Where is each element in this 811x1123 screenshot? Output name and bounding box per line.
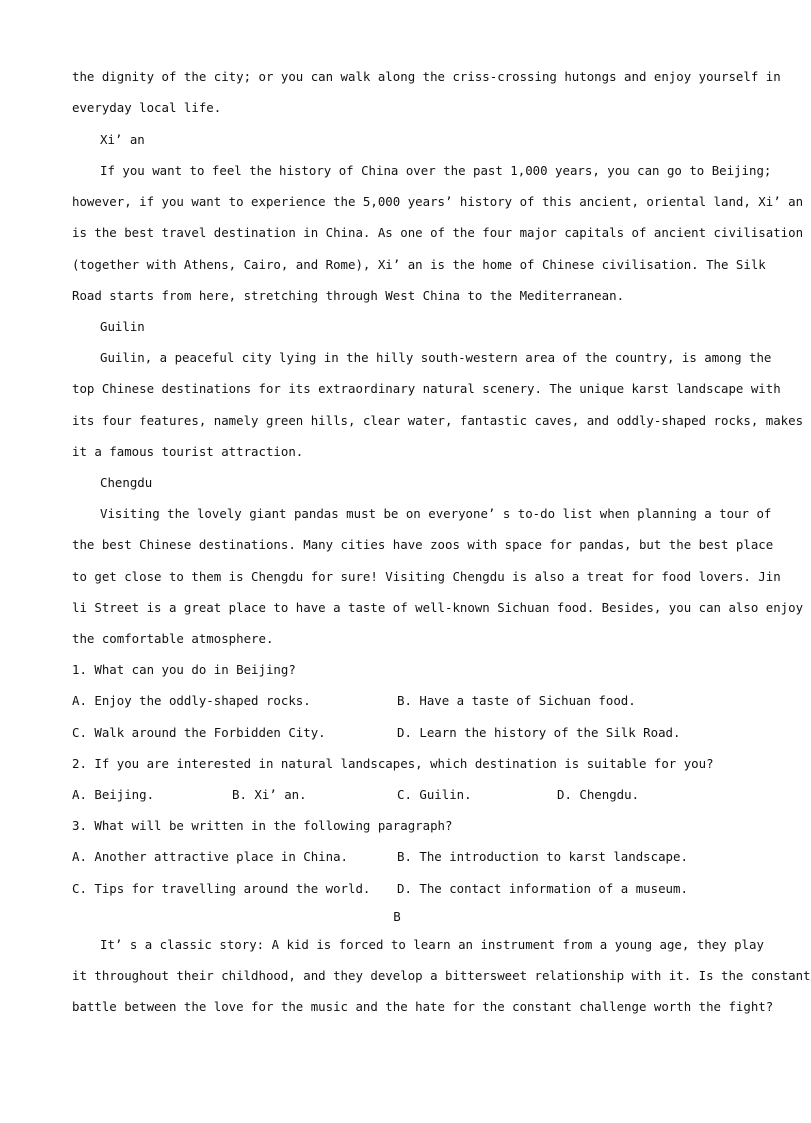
question-1-option-a[interactable]: A. Enjoy the oddly-shaped rocks. — [72, 693, 311, 708]
passage-b-line: it throughout their childhood, and they develop a bittersweet relationship with it. Is the constant — [72, 968, 811, 983]
passage-b-label: B — [393, 909, 401, 924]
passage-a-intro-line: the dignity of the city; or you can walk along the criss-crossing hutongs and enjoy yourself in — [72, 69, 781, 84]
passage-b-line: battle between the love for the music and the hate for the constant challenge worth the fight? — [72, 999, 774, 1014]
guilin-paragraph-line: it a famous tourist attraction. — [72, 444, 304, 459]
xian-paragraph-line: Road starts from here, stretching through West China to the Mediterranean. — [72, 288, 625, 303]
xian-paragraph-line: is the best travel destination in China. As one of the four major capitals of ancient civilisation — [72, 225, 804, 240]
question-2-option-d[interactable]: D. Chengdu. — [557, 787, 640, 802]
question-1-stem: 1. What can you do in Beijing? — [72, 662, 296, 677]
question-1-option-d[interactable]: D. Learn the history of the Silk Road. — [397, 725, 681, 740]
passage-a-intro-line: everyday local life. — [72, 100, 222, 115]
question-2-option-a[interactable]: A. Beijing. — [72, 787, 155, 802]
xian-paragraph-line: (together with Athens, Cairo, and Rome), Xi’ an is the home of Chinese civilisation. The Silk — [72, 257, 766, 272]
xian-paragraph-line: however, if you want to experience the 5,000 years’ history of this ancient, oriental land, Xi’ an — [72, 194, 804, 209]
question-1-option-b[interactable]: B. Have a taste of Sichuan food. — [397, 693, 636, 708]
chengdu-paragraph-line: Visiting the lovely giant pandas must be on everyone’ s to-do list when planning a tour of — [100, 506, 772, 521]
question-2-option-b[interactable]: B. Xi’ an. — [232, 787, 307, 802]
question-3-option-a[interactable]: A. Another attractive place in China. — [72, 849, 349, 864]
question-3-stem: 3. What will be written in the following paragraph? — [72, 818, 453, 833]
xian-paragraph-line: If you want to feel the history of China over the past 1,000 years, you can go to Beijing; — [100, 163, 772, 178]
chengdu-paragraph-line: the comfortable atmosphere. — [72, 631, 274, 646]
question-2-stem: 2. If you are interested in natural landscapes, which destination is suitable for you? — [72, 756, 714, 771]
guilin-paragraph-line: Guilin, a peaceful city lying in the hilly south-western area of the country, is among the — [100, 350, 772, 365]
question-3-option-c[interactable]: C. Tips for travelling around the world. — [72, 881, 371, 896]
chengdu-paragraph-line: li Street is a great place to have a taste of well-known Sichuan food. Besides, you can also enjoy — [72, 600, 804, 615]
chengdu-paragraph-line: the best Chinese destinations. Many cities have zoos with space for pandas, but the best place — [72, 537, 774, 552]
section-heading-chengdu: Chengdu — [100, 475, 153, 490]
guilin-paragraph-line: top Chinese destinations for its extraordinary natural scenery. The unique karst landscape with — [72, 381, 781, 396]
guilin-paragraph-line: its four features, namely green hills, clear water, fantastic caves, and oddly-shaped rocks, makes — [72, 413, 804, 428]
section-heading-xian: Xi’ an — [100, 132, 145, 147]
question-3-option-b[interactable]: B. The introduction to karst landscape. — [397, 849, 688, 864]
section-heading-guilin: Guilin — [100, 319, 145, 334]
question-3-option-d[interactable]: D. The contact information of a museum. — [397, 881, 688, 896]
chengdu-paragraph-line: to get close to them is Chengdu for sure! Visiting Chengdu is also a treat for food lovers. Jin — [72, 569, 781, 584]
question-1-option-c[interactable]: C. Walk around the Forbidden City. — [72, 725, 326, 740]
question-2-option-c[interactable]: C. Guilin. — [397, 787, 472, 802]
passage-b-line: It’ s a classic story: A kid is forced to learn an instrument from a young age, they play — [100, 937, 764, 952]
